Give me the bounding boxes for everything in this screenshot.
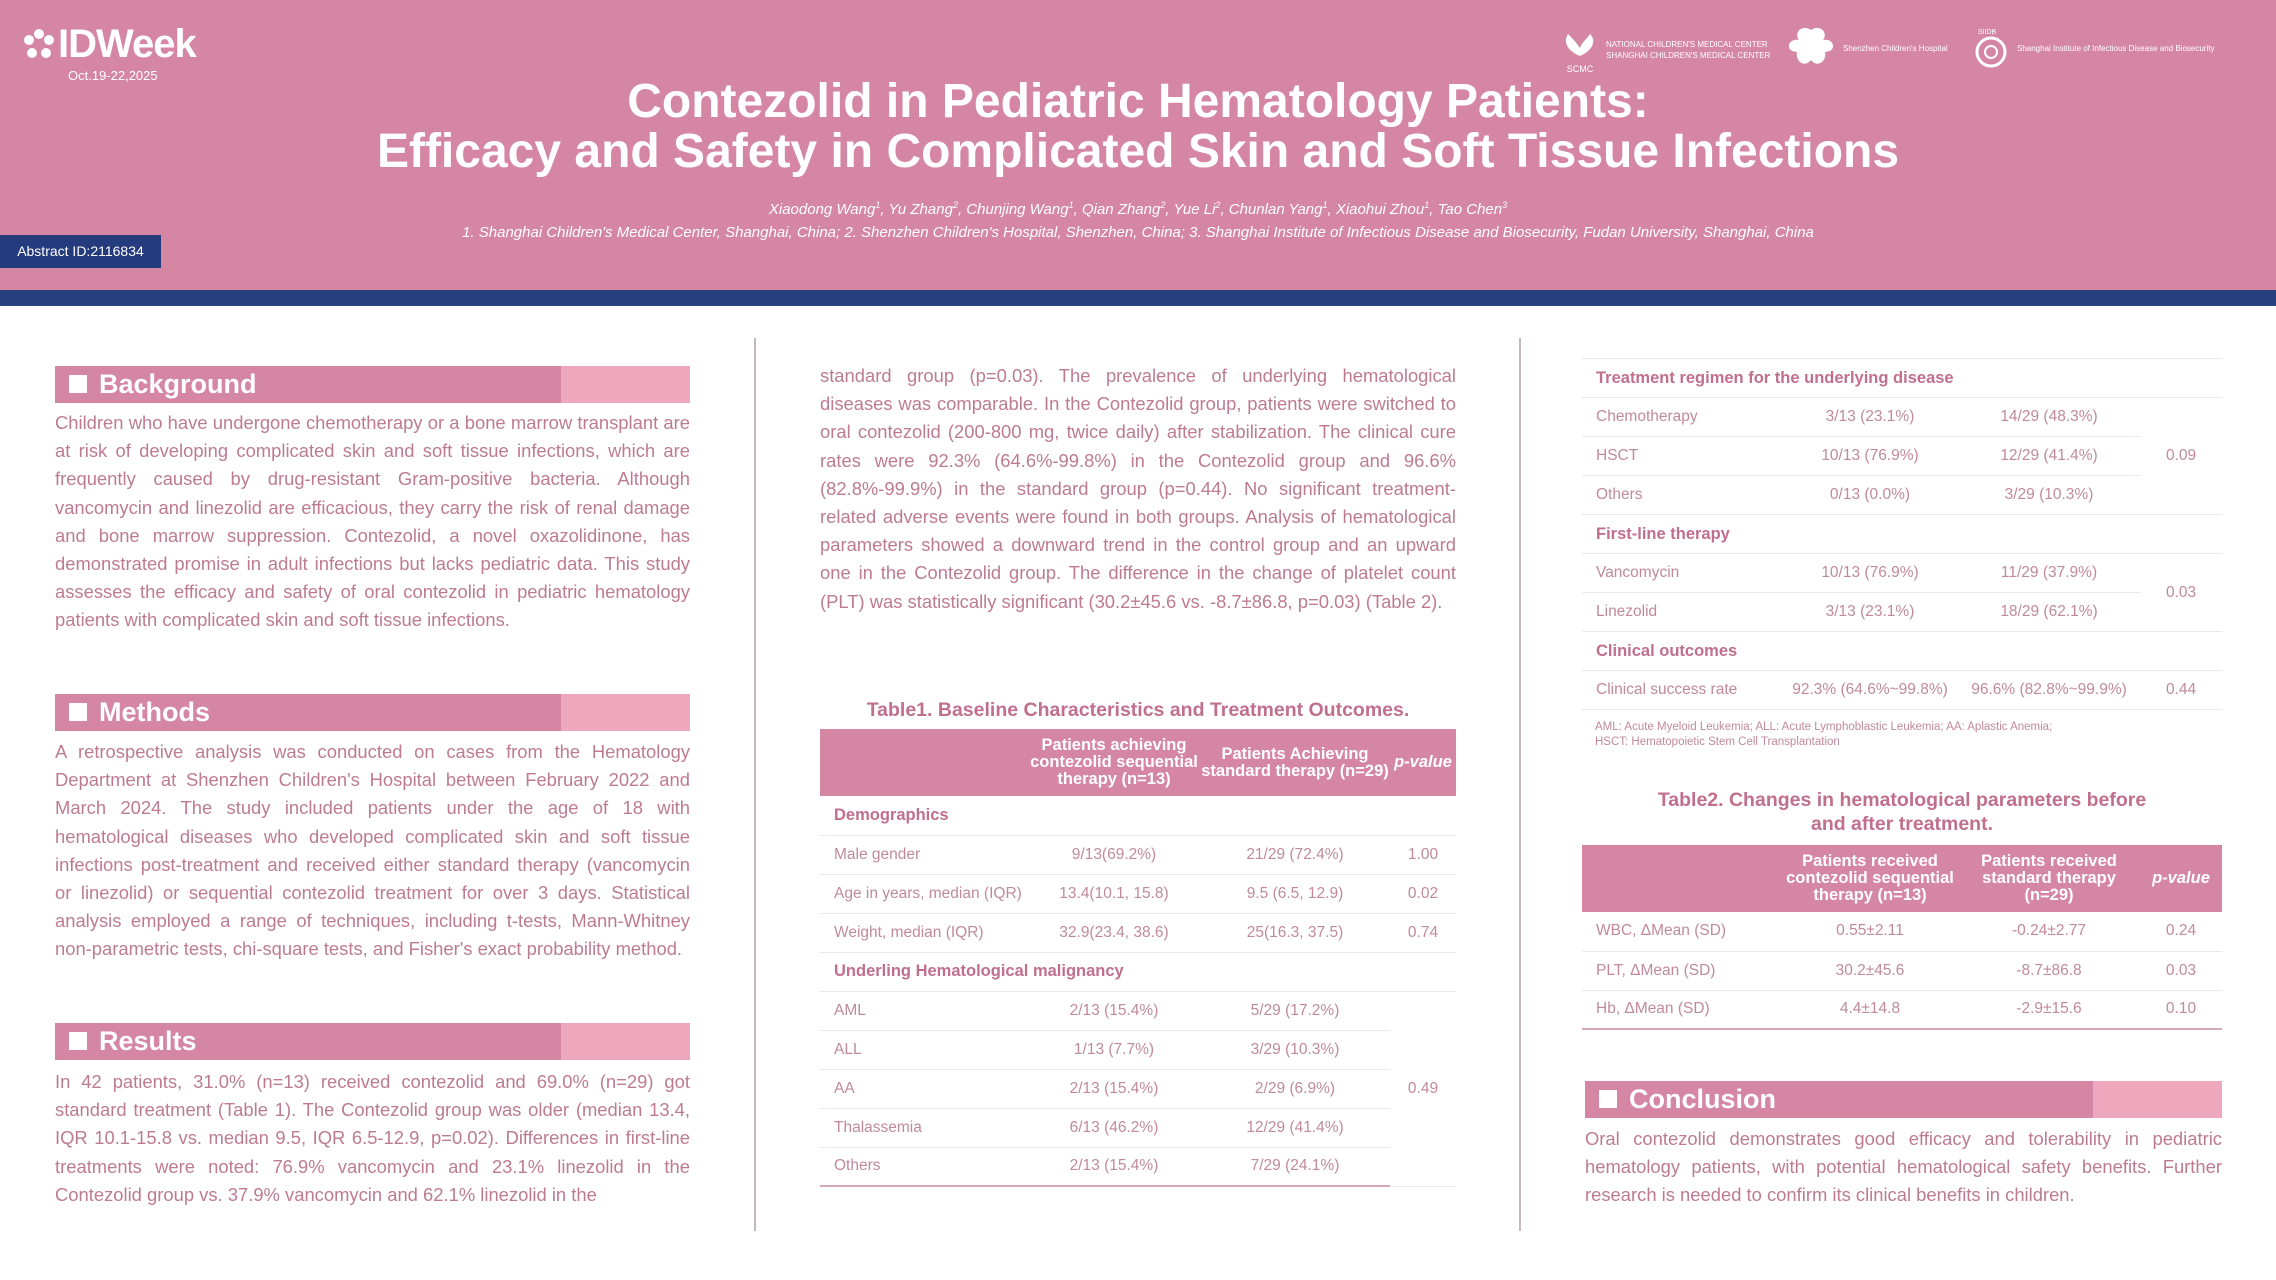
idweek-flower-icon <box>22 28 56 62</box>
author: Chunlan Yang <box>1228 201 1323 218</box>
contezolid-value: 0.55±2.11 <box>1782 912 1958 951</box>
p-value: 0.02 <box>1390 874 1456 913</box>
table-group-row <box>820 952 1456 991</box>
author-affiliation-mark: 1 <box>1068 200 1074 210</box>
contezolid-value: 0/13 (0.0%) <box>1782 476 1958 515</box>
p-value: 0.03 <box>2140 554 2222 632</box>
conclusion-text: Oral contezolid demonstrates good efficacy and tolerability in pediatric hematology patients, with potential hematological safety benefits. Further research is needed to confirm its clinical benefits in children. <box>1585 1128 2222 1206</box>
contezolid-value: 2/13 (15.4%) <box>1028 991 1200 1030</box>
row-label: HSCT <box>1582 437 1782 476</box>
p-value: 0.74 <box>1390 913 1456 952</box>
table1-continued <box>1582 358 2222 710</box>
table2-header-contezolid: Patients received contezolid sequential therapy (n=13) <box>1782 845 1958 912</box>
row-label: Others <box>820 1147 1028 1186</box>
results-text: In 42 patients, 31.0% (n=13) received contezolid and 69.0% (n=29) got standard treatment (Table 1). The Contezolid group was older (median 13.4, IQR 10.1-15.8 vs. median 9.5, IQR 6.5-12.9, p=0.02). Differences in first-line treatments were noted: 76.9% vancomycin and 23.1% linezolid in the Contezolid group vs. 37.9% vancomycin and 62.1% linezolid in the <box>55 1071 690 1205</box>
p-value: 1.00 <box>1390 835 1456 874</box>
svg-text:SIIDB: SIIDB <box>1977 29 1997 36</box>
author-affiliation-mark: 2 <box>1215 200 1221 210</box>
author: Tao Chen <box>1437 201 1503 218</box>
standard-value: 9.5 (6.5, 12.9) <box>1200 874 1390 913</box>
row-label: Chemotherapy <box>1582 398 1782 437</box>
p-value: 0.10 <box>2140 990 2222 1029</box>
results-text-continued: standard group (p=0.03). The prevalence of underlying hematological diseases was comparable. In the Contezolid group, patients were switched to oral contezolid (200-800 mg, twice daily) after stabilization. The clinical cure rates were 92.3% (64.6%-99.8%) in the Contezolid group and 96.6% (82.8%-99.9%) in the standard group (p=0.44). No significant treatment-related adverse events were found in both groups. Analysis of hematological parameters showed a downward trend in the control group and an upward one in the Contezolid group. The difference in the change of platelet count (PLT) was statistically significant (30.2±45.6 vs. -8.7±86.8, p=0.03) (Table 2). <box>820 365 1456 612</box>
contezolid-value: 32.9(23.4, 38.6) <box>1028 913 1200 952</box>
standard-value: 11/29 (37.9%) <box>1958 554 2140 593</box>
standard-value: 12/29 (41.4%) <box>1958 437 2140 476</box>
row-label: AA <box>820 1069 1028 1108</box>
table1-header-pvalue: p-value <box>1390 729 1456 796</box>
table-group-row <box>1582 359 2222 398</box>
row-label: Clinical success rate <box>1582 671 1782 710</box>
row-label: Others <box>1582 476 1782 515</box>
p-value: 0.09 <box>2140 398 2222 515</box>
conference-date: Oct.19-22,2025 <box>68 68 158 83</box>
table2 <box>1582 845 2222 1030</box>
szch-emblem-icon <box>1785 26 1837 70</box>
author-affiliation-mark: 3 <box>1502 200 1508 210</box>
contezolid-value: 9/13(69.2%) <box>1028 835 1200 874</box>
row-label: ALL <box>820 1030 1028 1069</box>
table2-header-row <box>1582 845 2222 912</box>
table-group-row <box>1582 515 2222 554</box>
table-group-heading: Clinical outcomes <box>1582 632 2222 671</box>
poster-header <box>0 0 2276 290</box>
background-heading: Background <box>55 366 690 403</box>
table-row <box>820 874 1456 913</box>
table-row <box>1582 437 2222 476</box>
contezolid-value: 10/13 (76.9%) <box>1782 554 1958 593</box>
table-row <box>1582 990 2222 1029</box>
table1-header-row <box>820 729 1456 796</box>
abstract-id-badge: Abstract ID:2116834 <box>0 235 161 268</box>
standard-value: 21/29 (72.4%) <box>1200 835 1390 874</box>
standard-value: 3/29 (10.3%) <box>1200 1030 1390 1069</box>
row-label: Linezolid <box>1582 593 1782 632</box>
row-label: Male gender <box>820 835 1028 874</box>
author: Yu Zhang <box>888 201 953 218</box>
standard-value: 3/29 (10.3%) <box>1958 476 2140 515</box>
contezolid-value: 3/13 (23.1%) <box>1782 593 1958 632</box>
scmc-logo: SCMC NATIONAL CHILDREN'S MEDICAL CENTER SHANGHAI CHILDREN'S MEDICAL CENTER <box>1560 26 1770 74</box>
contezolid-value: 2/13 (15.4%) <box>1028 1069 1200 1108</box>
row-label: AML <box>820 991 1028 1030</box>
contezolid-value: 92.3% (64.6%~99.8%) <box>1782 671 1958 710</box>
results-heading: Results <box>55 1023 690 1060</box>
table2-header-pvalue: p-value <box>2140 845 2222 912</box>
table-row <box>1582 554 2222 593</box>
poster-title-line1: Contezolid in Pediatric Hematology Patients: <box>627 75 1649 128</box>
contezolid-value: 2/13 (15.4%) <box>1028 1147 1200 1186</box>
standard-value: 25(16.3, 37.5) <box>1200 913 1390 952</box>
standard-value: -2.9±15.6 <box>1958 990 2140 1029</box>
author: Chunjing Wang <box>966 201 1069 218</box>
standard-value: 2/29 (6.9%) <box>1200 1069 1390 1108</box>
contezolid-value: 1/13 (7.7%) <box>1028 1030 1200 1069</box>
author: Xiaodong Wang <box>768 201 876 218</box>
methods-text: A retrospective analysis was conducted on cases from the Hematology Department at Shenzhen Children's Hospital between February 2022 and March 2024. The study included patients under the age of 18 with hematological diseases who developed complicated skin and soft tissue infections post-treatment and received either standard therapy (vancomycin or linezolid) or sequential contezolid treatment for over 3 days. Statistical analysis employed a range of techniques, including t-tests, Mann-Whitney non-parametric tests, chi-square tests, and Fisher's exact probability method. <box>55 741 690 960</box>
author-affiliation-mark: 1 <box>1322 200 1328 210</box>
standard-value: 7/29 (24.1%) <box>1200 1147 1390 1186</box>
column-divider <box>1519 338 1521 1231</box>
table-row <box>820 1108 1456 1147</box>
table-row <box>1582 671 2222 710</box>
table2-title: Table2. Changes in hematological parameters before and after treatment. <box>1657 789 2147 835</box>
row-label: Age in years, median (IQR) <box>820 874 1028 913</box>
siidb-emblem-icon <box>1975 26 2011 70</box>
standard-value: 12/29 (41.4%) <box>1200 1108 1390 1147</box>
table-row <box>1582 593 2222 632</box>
standard-value: 14/29 (48.3%) <box>1958 398 2140 437</box>
affiliations: 1. Shanghai Children's Medical Center, Shanghai, China; 2. Shenzhen Children's Hospital, Shenzhen, China; 3. Shanghai Institute of Infectious Disease and Biosecurity, Fudan University, Shanghai, China <box>462 224 1814 241</box>
table1-header-standard: Patients Achieving standard therapy (n=29) <box>1200 729 1390 796</box>
table-group-row <box>820 796 1456 835</box>
scmc-emblem-icon <box>1560 26 1600 74</box>
row-label: PLT, ΔMean (SD) <box>1582 951 1782 990</box>
table-row <box>1582 951 2222 990</box>
table-group-heading: Underling Hematological malignancy <box>820 952 1456 991</box>
author-affiliation-mark: 1 <box>875 200 881 210</box>
table1-header-label <box>820 729 1028 796</box>
siidb-logo: SIIDB Shanghai Institute of Infectious Disease and Biosecurity <box>1975 26 2214 70</box>
methods-heading: Methods <box>55 694 690 731</box>
table-row <box>1582 912 2222 951</box>
table-row <box>820 913 1456 952</box>
standard-value: -0.24±2.77 <box>1958 912 2140 951</box>
contezolid-value: 3/13 (23.1%) <box>1782 398 1958 437</box>
standard-value: -8.7±86.8 <box>1958 951 2140 990</box>
author-affiliation-mark: 2 <box>1160 200 1166 210</box>
table-row <box>820 991 1456 1030</box>
table2-header-label <box>1582 845 1782 912</box>
contezolid-value: 13.4(10.1, 15.8) <box>1028 874 1200 913</box>
author: Qian Zhang <box>1081 201 1161 218</box>
row-label: WBC, ΔMean (SD) <box>1582 912 1782 951</box>
table-row <box>820 1147 1456 1186</box>
standard-value: 5/29 (17.2%) <box>1200 991 1390 1030</box>
table1 <box>820 729 1456 1187</box>
author-affiliation-mark: 1 <box>1424 200 1430 210</box>
row-label: Thalassemia <box>820 1108 1028 1147</box>
table-row <box>820 1030 1456 1069</box>
author-affiliation-mark: 2 <box>952 200 958 210</box>
p-value: 0.24 <box>2140 912 2222 951</box>
table2-header-standard: Patients received standard therapy (n=29) <box>1958 845 2140 912</box>
table1-header-contezolid: Patients achieving contezolid sequential therapy (n=13) <box>1028 729 1200 796</box>
table1-footnote: AML: Acute Myeloid Leukemia; ALL: Acute Lymphoblastic Leukemia; AA: Aplastic Anemia; HSCT: Hematopoietic Stem Cell Transplantation <box>1595 721 2053 748</box>
standard-value: 96.6% (82.8%~99.9%) <box>1958 671 2140 710</box>
author: Yue Li <box>1173 201 1216 218</box>
table-row <box>1582 476 2222 515</box>
row-label: Vancomycin <box>1582 554 1782 593</box>
table-row <box>820 1069 1456 1108</box>
p-value: 0.03 <box>2140 951 2222 990</box>
table-row <box>820 835 1456 874</box>
header-divider-bar <box>0 290 2276 306</box>
conclusion-heading: Conclusion <box>1585 1081 2222 1118</box>
table-group-heading: First-line therapy <box>1582 515 2222 554</box>
p-value: 0.49 <box>1390 991 1456 1186</box>
standard-value: 18/29 (62.1%) <box>1958 593 2140 632</box>
column-divider <box>754 338 756 1231</box>
table-group-heading: Treatment regimen for the underlying disease <box>1582 359 2222 398</box>
row-label: Hb, ΔMean (SD) <box>1582 990 1782 1029</box>
row-label: Weight, median (IQR) <box>820 913 1028 952</box>
contezolid-value: 6/13 (46.2%) <box>1028 1108 1200 1147</box>
poster-title-line2: Efficacy and Safety in Complicated Skin and Soft Tissue Infections <box>376 125 1900 178</box>
idweek-logo: IDWeek <box>22 22 196 67</box>
table-group-heading: Demographics <box>820 796 1456 835</box>
contezolid-value: 10/13 (76.9%) <box>1782 437 1958 476</box>
author: Xiaohui Zhou <box>1335 201 1425 218</box>
p-value: 0.44 <box>2140 671 2222 710</box>
table-row <box>1582 398 2222 437</box>
background-text: Children who have undergone chemotherapy or a bone marrow transplant are at risk of developing complicated skin and soft tissue infections, which are frequently caused by drug-resistant Gram-positive bacteria. Although vancomycin and linezolid are efficacious, they carry the risk of renal damage and bone marrow suppression. Contezolid, a novel oxazolidinone, has demonstrated promise in adult infections but lacks pediatric data. This study assesses the efficacy and safety of oral contezolid in pediatric hematology patients with complicated skin and soft tissue infections. <box>55 412 690 631</box>
svg-text:SCMC: SCMC <box>1566 64 1594 74</box>
contezolid-value: 4.4±14.8 <box>1782 990 1958 1029</box>
contezolid-value: 30.2±45.6 <box>1782 951 1958 990</box>
shenzhen-childrens-hospital-logo: Shenzhen Children's Hospital <box>1785 26 1948 70</box>
author-list: Xiaodong Wang$^1$, Yu Zhang$^2$, Chunjing Wang$^1$, Qian Zhang$^2$, Yue Li$^2$, Chunlan Yang$^1$, Xiaohui Zhou$^1$, Tao Chen$^3$ <box>768 200 1508 218</box>
table-group-row <box>1582 632 2222 671</box>
table1-title: Table1. Baseline Characteristics and Treatment Outcomes. <box>866 699 1410 721</box>
